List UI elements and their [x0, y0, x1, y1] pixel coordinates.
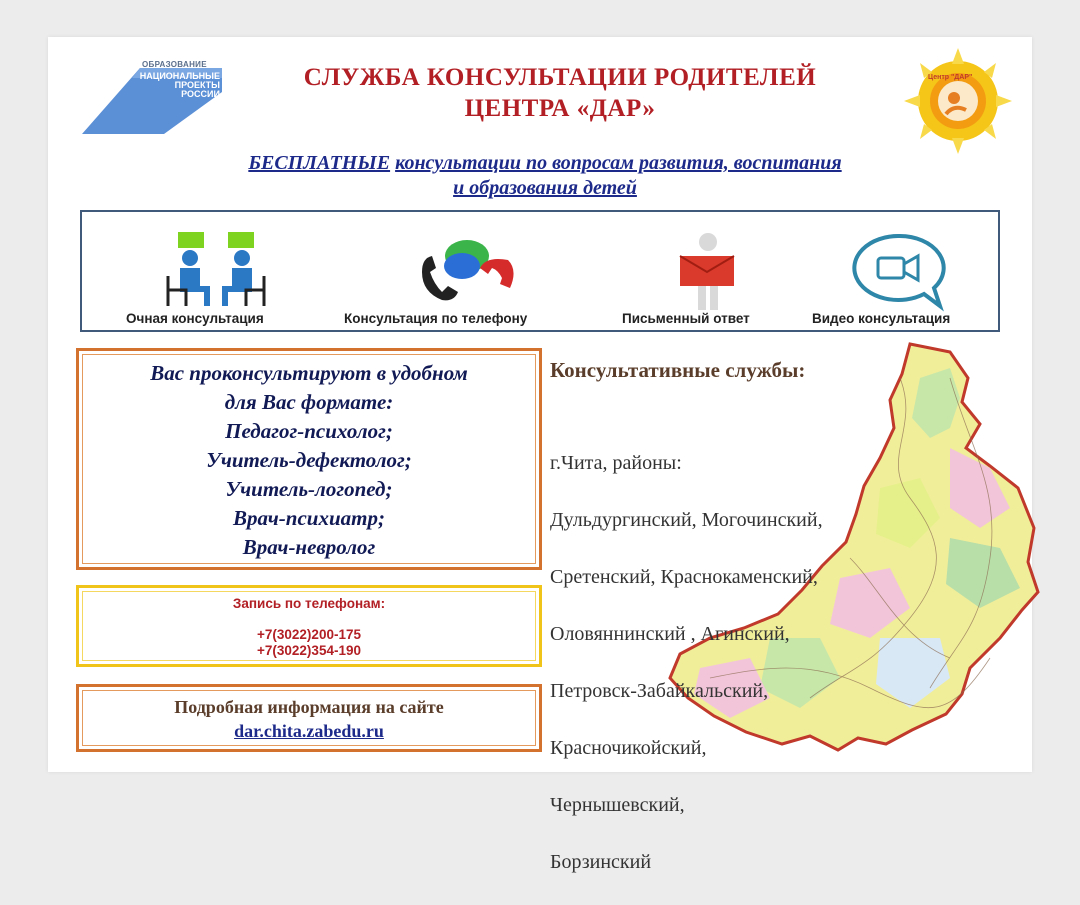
national-projects-logo [82, 58, 222, 136]
format-label-in-person: Очная консультация [126, 311, 264, 326]
page-title: СЛУЖБА КОНСУЛЬТАЦИИ РОДИТЕЛЕЙ ЦЕНТРА «ДАР» [303, 64, 817, 122]
specialist-item: Учитель-дефектолог; [206, 448, 412, 472]
format-label-video: Видео консультация [812, 311, 951, 326]
dar-logo-ring-text: Центр "ДАР" [928, 74, 973, 81]
consult-services-heading: Консультативные службы: [550, 358, 806, 382]
specialist-item: Учитель-логопед; [225, 477, 393, 501]
specialists-line: Вас проконсультируют в удобном [150, 361, 468, 385]
dar-center-logo [898, 46, 1018, 156]
face-to-face-icon [156, 232, 276, 310]
phone-signup-box [76, 585, 542, 667]
letter-icon [672, 232, 742, 312]
phone-number[interactable]: +7(3022)354-190 [257, 643, 361, 658]
subtitle-line2: и образования детей [453, 177, 637, 199]
specialists-box [76, 348, 542, 570]
video-chat-icon [848, 232, 948, 312]
website-heading: Подробная информация на сайте [174, 697, 444, 717]
format-label-phone: Консультация по телефону [344, 311, 528, 326]
specialist-item: Врач-невролог [242, 535, 376, 559]
logo-main-label: НАЦИОНАЛЬНЫЕ ПРОЕКТЫ РОССИИ [139, 71, 220, 99]
consultation-formats-panel [80, 210, 1000, 332]
subtitle-line1: консультации по вопросам развития, воспитания [395, 152, 842, 174]
phone-signup-heading: Запись по телефонам: [232, 596, 386, 611]
logo-top-label: ОБРАЗОВАНИЕ [142, 60, 207, 69]
subtitle [150, 151, 940, 201]
subtitle-free: БЕСПЛАТНЫЕ [248, 152, 391, 174]
districts-list: г.Чита, районы: Дульдургинский, Могочинский, Сретенский, Краснокаменский, Оловяннинский , Агинский, Петровск-Забайкальский, Красночикойский, Чернышевский, Борзинский [550, 451, 823, 873]
sun-logo-icon [898, 46, 1018, 156]
specialist-item: Педагог-психолог; [225, 419, 393, 443]
specialists-line: для Вас формате: [224, 390, 394, 414]
phone-number[interactable]: +7(3022)200-175 [257, 627, 361, 642]
website-box [76, 684, 542, 752]
phone-chat-icon [412, 232, 522, 310]
format-label-written: Письменный ответ [622, 311, 750, 326]
specialist-item: Врач-психиатр; [233, 506, 385, 530]
website-link[interactable]: dar.chita.zabedu.ru [234, 721, 384, 741]
